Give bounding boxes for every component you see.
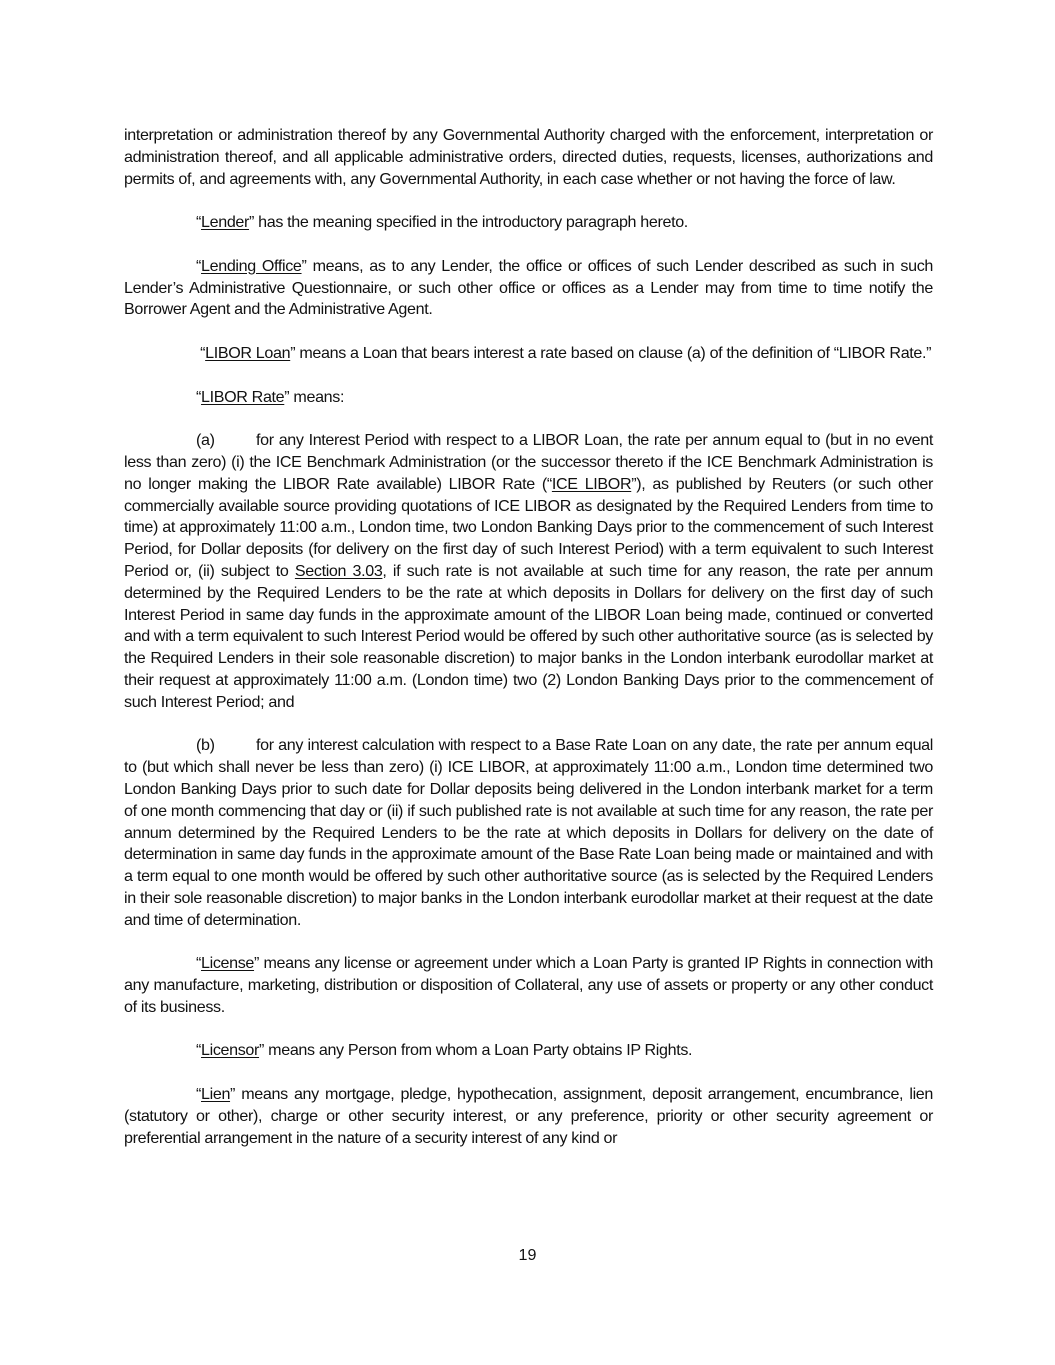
definition-text: ” means any mortgage, pledge, hypothecation, assignment, deposit arrangement, encumbrance, lien (statutory or other), charge or other security interest, or any preference, priority or other security agreement or preferential arrangement in the nature of a security interest of any kind or: [124, 1085, 933, 1147]
definition-lender: [124, 212, 933, 234]
defined-term-libor-loan: LIBOR Loan: [205, 343, 291, 362]
definition-lending-office: [124, 256, 933, 321]
open-quote: “: [196, 256, 202, 275]
definition-libor-loan: [124, 343, 933, 365]
open-quote: “: [196, 213, 202, 232]
page-number: 19: [518, 1246, 537, 1264]
definition-licensor: [124, 1040, 933, 1062]
open-quote: “: [196, 954, 202, 973]
defined-term-ice-libor: ICE LIBOR: [551, 474, 632, 493]
definition-text: ” means a Loan that bears interest a rate based on clause (a) of the definition of “LIBOR Rate.”: [290, 343, 932, 362]
open-quote: “: [196, 343, 206, 362]
open-quote: “: [196, 1041, 202, 1060]
open-quote: “: [196, 387, 202, 406]
defined-term-license: License: [201, 954, 255, 973]
defined-term-licensor: Licensor: [201, 1041, 260, 1060]
definition-text: ” has the meaning specified in the introductory paragraph hereto.: [249, 213, 688, 232]
clause-b-label: (b): [196, 736, 215, 755]
defined-term-lender: Lender: [201, 213, 250, 232]
definition-text: ” means any Person from whom a Loan Party obtains IP Rights.: [259, 1041, 693, 1060]
paragraph-continuation: interpretation or administration thereof by any Governmental Authority charged with the enforcement, interpretation or administration thereof, and all applicable administrative orders, directed duties, requests, licenses, authorizations and permits of, and agreements with, any Governmental Authority, in each case whether or not having the force of law.: [124, 126, 933, 188]
definition-libor-rate: [124, 387, 933, 409]
open-quote: “: [196, 1085, 202, 1104]
clause-a-text-3: , if such rate is not available at such time for any reason, the rate per annum determined by the Required Lenders to be the rate at which deposits in Dollars for delivery on the first day of such Interest Period in same day funds in the approximate amount of the LIBOR Loan being made, continued or converted and with a term equivalent to such Interest Period would be offered by such other authoritative source (as is selected by the Required Lenders in their sole reasonable discretion) to major banks in the London interbank eurodollar market at their request at approximately 11:00 a.m. (London time) two (2) London Banking Days prior to the commencement of such Interest Period; and: [124, 561, 934, 711]
definition-text: ” means, as to any Lender, the office or offices of such Lender described as such in such Lender’s Administrative Questionnaire, or such other office or offices as a Lender may from time to time notify the Borrower Agent and the Administrative Agent.: [124, 256, 934, 319]
clause-b-text: for any interest calculation with respect to a Base Rate Loan on any date, the rate per annum equal to (but which shall never be less than zero) (i) ICE LIBOR, at approximately 11:00 a.m., London time determined two London Banking Days prior to such date for Dollar deposits being delivered in the London interbank market for a term of one month commencing that day or (ii) if such published rate is not available at such time for any reason, the rate per annum determined by the Required Lenders to be the rate at which deposits in Dollars for delivery on the date of determination in same day funds in the approximate amount of the Base Rate Loan being made or maintained and with a term equal to one month would be offered by such other authoritative source (as is selected by the Required Lenders in their sole reasonable discretion) to major banks in the London interbank eurodollar market at their request at the date and time of determination.: [124, 736, 933, 929]
section-reference: Section 3.03: [294, 561, 383, 580]
definition-text: ” means:: [284, 387, 345, 406]
document-page: [124, 125, 933, 1171]
clause-a: [124, 430, 933, 713]
definition-text: ” means any license or agreement under which a Loan Party is granted IP Rights in connection with any manufacture, marketing, distribution or disposition of Collateral, any use of assets or property or any other conduct of its business.: [124, 954, 933, 1016]
definition-lien: [124, 1084, 933, 1149]
clause-a-text-2: ”), as published by Reuters (or such other commercially available source providing quotations of ICE LIBOR as designated by the Required Lenders from time to time) at approximately 11:00 a.m., London time, two London Banking Days prior to the commencement of such Interest Period, for Dollar deposits (for delivery on the first day of such Interest Period) with a term equivalent to such Interest Period or, (ii) subject to: [124, 474, 933, 580]
defined-term-lien: Lien: [201, 1085, 231, 1104]
defined-term-libor-rate: LIBOR Rate: [201, 387, 285, 406]
clause-b: [124, 735, 933, 931]
clause-a-label: (a): [196, 431, 215, 450]
definition-license: [124, 953, 933, 1018]
clause-a-text-1: for any Interest Period with respect to a LIBOR Loan, the rate per annum equal to (but in no event less than zero) (i) the ICE Benchmark Administration (or the successor thereto if the ICE Benchmark Administration is no longer making the LIBOR Rate available) LIBOR Rate (“: [124, 431, 933, 493]
defined-term-lending-office: Lending Office: [201, 256, 302, 275]
